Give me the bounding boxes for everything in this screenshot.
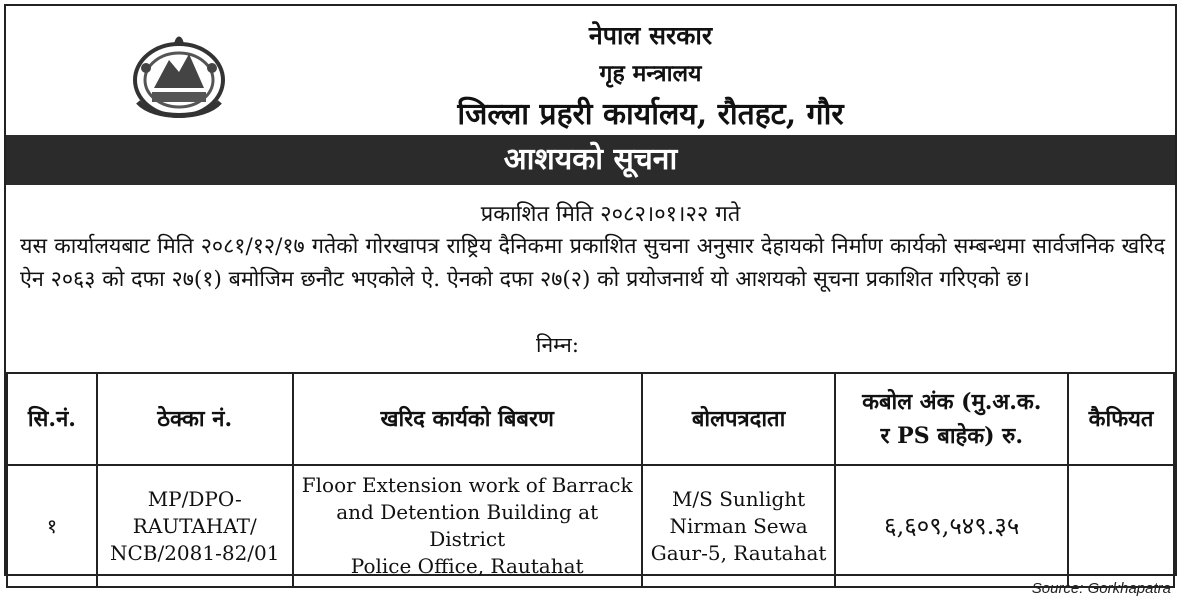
col-header-description: खरिद कार्यको बिबरण <box>293 373 642 465</box>
col-header-amount <box>835 373 1068 465</box>
source-credit: Source: Gorkhapatra <box>1031 580 1171 597</box>
cell-bidder-line2: Nirman Sewa <box>669 513 808 538</box>
award-table <box>6 372 1175 588</box>
cell-contract <box>97 465 293 587</box>
ministry-name: गृह मन्त्रालय <box>599 60 702 87</box>
cell-bidder <box>642 465 836 587</box>
cell-bidder-line3: Gaur-5, Rautahat <box>650 540 827 565</box>
notice-title: आशयको सूचना <box>6 135 1175 185</box>
col-header-bidder: बोलपत्रदाता <box>642 373 836 465</box>
notice-frame <box>4 4 1177 576</box>
following-label: निम्न: <box>536 333 579 357</box>
notice-header <box>6 6 1175 134</box>
cell-contract-line1: MP/DPO- <box>147 486 242 511</box>
col-header-sn: सि.नं. <box>7 373 97 465</box>
notice-body: यस कार्यालयबाट मिति २०८१/१२/१७ गतेको गोरखापत्र राष्ट्रिय दैनिकमा प्रकाशित सुचना अनुसार देहायको निर्माण कार्यको सम्बन्धमा सार्वजनिक खरिद ऐन २०६३ को दफा २७(१) बमोजिम छनौट भएकोले ऐ. ऐनको दफा २७(२) को प्रयोजनार्थ यो आशयको सूचना प्रकाशित गरिएको छ। <box>20 234 1165 292</box>
cell-amount: ६,६०९,५४९.३५ <box>835 465 1068 587</box>
cell-description-line3: Police Office, Rautahat <box>350 554 584 578</box>
table-header-row <box>7 373 1174 465</box>
office-name: जिल्ला प्रहरी कार्यालय, रौतहट, गौर <box>457 97 844 132</box>
published-date: प्रकाशित मिति २०८२।०१।२२ गते <box>480 202 741 227</box>
cell-bidder-line1: M/S Sunlight <box>671 486 806 511</box>
cell-contract-line2: RAUTAHAT/ <box>132 513 257 538</box>
cell-contract-line3: NCB/2081-82/01 <box>109 540 280 565</box>
col-header-contract: ठेक्का नं. <box>97 373 293 465</box>
cell-description-line1: Floor Extension work of Barrack <box>301 473 633 497</box>
cell-sn: १ <box>7 465 97 587</box>
government-name: नेपाल सरकार <box>588 21 713 50</box>
col-header-amount-line1: कबोल अंक (मु.अ.क. <box>862 389 1042 415</box>
col-header-remarks: कैफियत <box>1068 373 1174 465</box>
cell-description-line2: and Detention Building at District <box>336 500 599 551</box>
cell-description <box>293 465 642 587</box>
cell-remarks <box>1068 465 1174 587</box>
col-header-amount-line2: र PS बाहेक) रु. <box>880 423 1023 449</box>
table-row <box>7 465 1174 587</box>
watermark <box>308 313 389 380</box>
